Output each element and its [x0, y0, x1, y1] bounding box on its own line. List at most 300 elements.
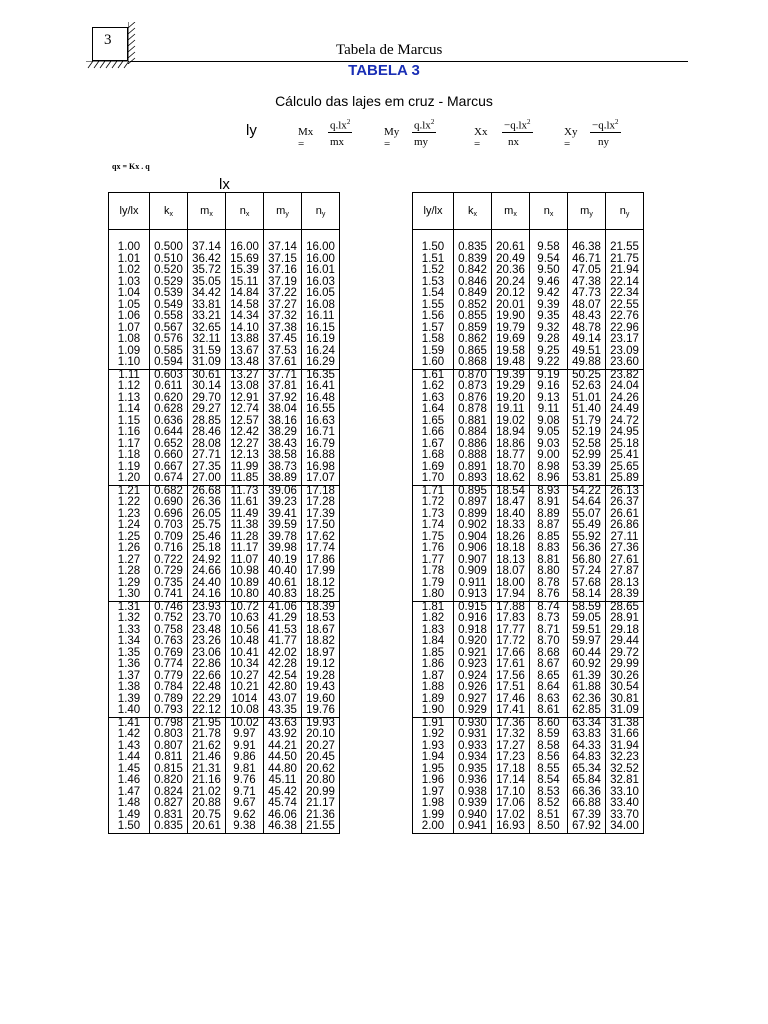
table-cell: 24.72: [606, 416, 644, 428]
table-cell: 66.36: [568, 787, 606, 799]
table-cell: 0.815: [150, 764, 188, 776]
table-cell: 16.00: [226, 230, 264, 254]
table-cell: 62.36: [568, 694, 606, 706]
table-row: [109, 439, 340, 451]
table-cell: 49.14: [568, 334, 606, 346]
table-cell: 17.07: [302, 473, 340, 485]
table-cell: 30.14: [188, 381, 226, 393]
table-cell: 17.18: [302, 485, 340, 497]
column-header-label: k: [164, 205, 170, 217]
table-cell: 17.23: [492, 752, 530, 764]
table-cell: 17.27: [492, 741, 530, 753]
table-cell: 26.13: [606, 485, 644, 497]
table-cell: 16.00: [302, 230, 340, 254]
table-cell: 64.83: [568, 752, 606, 764]
table-cell: 42.80: [264, 682, 302, 694]
table-row: [413, 416, 644, 428]
table-cell: 25.46: [188, 532, 226, 544]
table-cell: 0.878: [454, 404, 492, 416]
table-row: [413, 311, 644, 323]
table-row: [413, 821, 644, 833]
table-cell: 1.56: [413, 311, 454, 323]
table-cell: 1.63: [413, 393, 454, 405]
table-cell: 37.27: [264, 300, 302, 312]
table-cell: 9.11: [530, 404, 568, 416]
table-cell: 20.36: [492, 265, 530, 277]
table-row: [413, 404, 644, 416]
table-cell: 9.91: [226, 741, 264, 753]
table-cell: 0.907: [454, 555, 492, 567]
table-cell: 13.67: [226, 346, 264, 358]
table-cell: 21.78: [188, 729, 226, 741]
table-cell: 0.935: [454, 764, 492, 776]
table-cell: 46.38: [264, 821, 302, 833]
column-header-label: m: [276, 205, 286, 217]
table-cell: 57.68: [568, 578, 606, 590]
column-header-subscript: x: [549, 211, 554, 218]
table-cell: 18.40: [492, 509, 530, 521]
table-cell: 1.90: [413, 705, 454, 717]
table-row: [109, 357, 340, 369]
formula-my-denominator: my: [414, 136, 429, 148]
table-cell: 11.73: [226, 485, 264, 497]
table-row: [413, 578, 644, 590]
table-cell: 16.93: [492, 821, 530, 833]
table-cell: 0.924: [454, 671, 492, 683]
table-cell: 1.83: [413, 625, 454, 637]
table-cell: 15.69: [226, 254, 264, 266]
column-header: [302, 193, 340, 230]
table-cell: 52.99: [568, 450, 606, 462]
table-cell: 8.54: [530, 775, 568, 787]
table-cell: 1.77: [413, 555, 454, 567]
table-cell: 12.91: [226, 393, 264, 405]
table-cell: 24.92: [188, 555, 226, 567]
table-cell: 28.91: [606, 613, 644, 625]
table-cell: 18.07: [492, 566, 530, 578]
table-cell: 13.48: [226, 357, 264, 369]
table-cell: 1.69: [413, 462, 454, 474]
table-cell: 1.98: [413, 798, 454, 810]
table-cell: 8.78: [530, 578, 568, 590]
table-row: [413, 671, 644, 683]
table-row: [109, 311, 340, 323]
table-cell: 40.83: [264, 589, 302, 601]
table-cell: 26.36: [188, 497, 226, 509]
table-cell: 0.827: [150, 798, 188, 810]
table-row: [109, 254, 340, 266]
table-cell: 1.44: [109, 752, 150, 764]
column-header: [226, 193, 264, 230]
table-cell: 48.78: [568, 323, 606, 335]
table-row: [109, 427, 340, 439]
table-row: [109, 648, 340, 660]
table-cell: 38.89: [264, 473, 302, 485]
table-cell: 0.798: [150, 717, 188, 729]
table-cell: 27.87: [606, 566, 644, 578]
table-cell: 1.00: [109, 230, 150, 254]
table-cell: 16.63: [302, 416, 340, 428]
table-cell: 23.60: [606, 357, 644, 369]
table-cell: 11.61: [226, 497, 264, 509]
table-cell: 0.558: [150, 311, 188, 323]
table-cell: 16.15: [302, 323, 340, 335]
table-cell: 0.926: [454, 682, 492, 694]
table-cell: 9.50: [530, 265, 568, 277]
table-cell: 1.79: [413, 578, 454, 590]
table-row: [109, 741, 340, 753]
table-cell: 8.61: [530, 705, 568, 717]
table-cell: 16.08: [302, 300, 340, 312]
table-cell: 11.17: [226, 543, 264, 555]
table-cell: 0.835: [150, 821, 188, 833]
table-cell: 0.784: [150, 682, 188, 694]
table-cell: 1.75: [413, 532, 454, 544]
table-row: [109, 752, 340, 764]
table-cell: 1.30: [109, 589, 150, 601]
table-cell: 1.88: [413, 682, 454, 694]
table-cell: 22.66: [188, 671, 226, 683]
table-cell: 43.07: [264, 694, 302, 706]
table-cell: 1.14: [109, 404, 150, 416]
table-row: [109, 729, 340, 741]
table-cell: 41.53: [264, 625, 302, 637]
formula-xx-lhs: Xx =: [474, 126, 488, 150]
column-header-label: m: [504, 205, 514, 217]
table-cell: 1.73: [413, 509, 454, 521]
table-row: [413, 764, 644, 776]
table-cell: 27.35: [188, 462, 226, 474]
table-row: [109, 462, 340, 474]
table-cell: 47.73: [568, 288, 606, 300]
table-cell: 19.69: [492, 334, 530, 346]
table-cell: 1.55: [413, 300, 454, 312]
table-cell: 15.11: [226, 277, 264, 289]
table-cell: 0.918: [454, 625, 492, 637]
table-row: [109, 717, 340, 729]
table-cell: 0.520: [150, 265, 188, 277]
table-cell: 10.02: [226, 717, 264, 729]
table-cell: 12.13: [226, 450, 264, 462]
table-row: [109, 775, 340, 787]
table-cell: 17.46: [492, 694, 530, 706]
table-cell: 0.940: [454, 810, 492, 822]
table-cell: 20.12: [492, 288, 530, 300]
table-cell: 17.66: [492, 648, 530, 660]
table-cell: 60.92: [568, 659, 606, 671]
table-cell: 1.13: [109, 393, 150, 405]
table-cell: 1.50: [413, 230, 454, 254]
table-cell: 0.831: [150, 810, 188, 822]
table-cell: 20.27: [302, 741, 340, 753]
table-cell: 18.97: [302, 648, 340, 660]
table-cell: 8.98: [530, 462, 568, 474]
formula-my-lhs: My =: [384, 126, 400, 150]
table-cell: 9.46: [530, 277, 568, 289]
table-cell: 57.24: [568, 566, 606, 578]
column-header-subscript: x: [209, 211, 213, 218]
table-row: [413, 532, 644, 544]
table-cell: 11.38: [226, 520, 264, 532]
table-cell: 0.933: [454, 741, 492, 753]
table-cell: 29.27: [188, 404, 226, 416]
table-cell: 52.19: [568, 427, 606, 439]
table-cell: 8.67: [530, 659, 568, 671]
table-row: [109, 798, 340, 810]
table-cell: 37.71: [264, 369, 302, 381]
table-cell: 1.07: [109, 323, 150, 335]
table-cell: 1.76: [413, 543, 454, 555]
table-row: [413, 636, 644, 648]
table-row: [109, 578, 340, 590]
table-cell: 8.81: [530, 555, 568, 567]
table-cell: 1.47: [109, 787, 150, 799]
table-row: [413, 810, 644, 822]
table-cell: 65.34: [568, 764, 606, 776]
table-cell: 0.803: [150, 729, 188, 741]
table-cell: 22.76: [606, 311, 644, 323]
table-cell: 18.53: [302, 613, 340, 625]
table-cell: 9.08: [530, 416, 568, 428]
table-cell: 10.98: [226, 566, 264, 578]
table-cell: 32.65: [188, 323, 226, 335]
column-header-subscript: x: [513, 211, 517, 218]
table-cell: 18.67: [302, 625, 340, 637]
table-row: [413, 798, 644, 810]
table-cell: 38.73: [264, 462, 302, 474]
table-cell: 0.741: [150, 589, 188, 601]
table-cell: 16.79: [302, 439, 340, 451]
table-cell: 16.98: [302, 462, 340, 474]
header-title: Tabela de Marcus: [336, 42, 443, 58]
table-cell: 37.45: [264, 334, 302, 346]
table-cell: 28.39: [606, 589, 644, 601]
table-cell: 29.99: [606, 659, 644, 671]
table-cell: 21.46: [188, 752, 226, 764]
table-body-left: [109, 230, 340, 834]
table-cell: 45.42: [264, 787, 302, 799]
table-row: [109, 334, 340, 346]
table-cell: 19.43: [302, 682, 340, 694]
table-cell: 37.22: [264, 288, 302, 300]
column-header-label: n: [239, 205, 246, 217]
table-cell: 0.529: [150, 277, 188, 289]
table-cell: 22.12: [188, 705, 226, 717]
table-cell: 0.884: [454, 427, 492, 439]
table-cell: 18.13: [492, 555, 530, 567]
table-cell: 0.716: [150, 543, 188, 555]
table-cell: 21.95: [188, 717, 226, 729]
table-cell: 19.28: [302, 671, 340, 683]
table-cell: 24.04: [606, 381, 644, 393]
column-header-subscript: y: [321, 211, 326, 218]
table-cell: 0.763: [150, 636, 188, 648]
table-row: [413, 566, 644, 578]
formula-xy-denominator: ny: [598, 136, 609, 148]
table-cell: 18.39: [302, 601, 340, 613]
table-cell: 16.19: [302, 334, 340, 346]
table-cell: 37.81: [264, 381, 302, 393]
table-cell: 0.842: [454, 265, 492, 277]
table-cell: 8.85: [530, 532, 568, 544]
table-cell: 0.667: [150, 462, 188, 474]
table-cell: 54.64: [568, 497, 606, 509]
table-row: [413, 555, 644, 567]
table-cell: 40.40: [264, 566, 302, 578]
table-cell: 46.71: [568, 254, 606, 266]
table-row: [413, 613, 644, 625]
column-header: [454, 193, 492, 230]
table-cell: 0.931: [454, 729, 492, 741]
table-cell: 8.70: [530, 636, 568, 648]
table-cell: 1.31: [109, 601, 150, 613]
table-cell: 18.12: [302, 578, 340, 590]
table-cell: 22.55: [606, 300, 644, 312]
table-cell: 0.881: [454, 416, 492, 428]
table-row: [109, 393, 340, 405]
table-cell: 33.81: [188, 300, 226, 312]
table-cell: 41.77: [264, 636, 302, 648]
table-cell: 32.52: [606, 764, 644, 776]
column-header-subscript: x: [169, 211, 173, 218]
table-cell: 37.38: [264, 323, 302, 335]
table-cell: 65.84: [568, 775, 606, 787]
table-cell: 1.01: [109, 254, 150, 266]
table-cell: 17.06: [492, 798, 530, 810]
table-cell: 14.58: [226, 300, 264, 312]
table-cell: 48.07: [568, 300, 606, 312]
table-row: [109, 300, 340, 312]
table-cell: 10.63: [226, 613, 264, 625]
table-row: [109, 810, 340, 822]
table-cell: 8.59: [530, 729, 568, 741]
column-header: [150, 193, 188, 230]
table-cell: 33.70: [606, 810, 644, 822]
table-cell: 0.859: [454, 323, 492, 335]
table-row: [413, 473, 644, 485]
table-cell: 62.85: [568, 705, 606, 717]
table-cell: 9.67: [226, 798, 264, 810]
table-row: [109, 613, 340, 625]
table-row: [109, 404, 340, 416]
table-cell: 9.38: [226, 821, 264, 833]
formula-xx-numerator: −q.lx: [504, 119, 528, 132]
table-cell: 0.927: [454, 694, 492, 706]
table-cell: 1.03: [109, 277, 150, 289]
table-cell: 1.48: [109, 798, 150, 810]
table-cell: 21.31: [188, 764, 226, 776]
column-header-label: ly/lx: [423, 205, 443, 217]
formula-mx-numerator: q.lx: [330, 119, 347, 132]
table-row: [413, 601, 644, 613]
table-cell: 1.19: [109, 462, 150, 474]
table-cell: 10.21: [226, 682, 264, 694]
table-cell: 17.99: [302, 566, 340, 578]
table-cell: 37.15: [264, 254, 302, 266]
table-cell: 0.722: [150, 555, 188, 567]
table-cell: 1.12: [109, 381, 150, 393]
table-cell: 20.61: [188, 821, 226, 833]
table-cell: 8.74: [530, 601, 568, 613]
table-cell: 63.83: [568, 729, 606, 741]
table-title: TABELA 3: [348, 62, 420, 79]
table-cell: 8.71: [530, 625, 568, 637]
table-cell: 0.758: [150, 625, 188, 637]
table-row: [413, 346, 644, 358]
table-cell: 60.44: [568, 648, 606, 660]
column-header: [492, 193, 530, 230]
formula-mx-denominator: mx: [330, 136, 345, 148]
table-cell: 9.16: [530, 381, 568, 393]
table-cell: 9.00: [530, 450, 568, 462]
table-row: [109, 520, 340, 532]
table-cell: 1.06: [109, 311, 150, 323]
table-cell: 17.86: [302, 555, 340, 567]
table-row: [109, 589, 340, 601]
table-row: [413, 682, 644, 694]
table-row: [109, 509, 340, 521]
table-cell: 21.02: [188, 787, 226, 799]
table-cell: 27.00: [188, 473, 226, 485]
table-row: [109, 473, 340, 485]
table-cell: 1.08: [109, 334, 150, 346]
table-header-right: [413, 193, 644, 230]
formula-xy-numerator: −q.lx: [592, 119, 616, 132]
table-cell: 1014: [226, 694, 264, 706]
table-cell: 0.895: [454, 485, 492, 497]
table-cell: 19.90: [492, 311, 530, 323]
table-cell: 24.49: [606, 404, 644, 416]
table-row: [109, 705, 340, 717]
table-cell: 1.33: [109, 625, 150, 637]
table-cell: 31.66: [606, 729, 644, 741]
table-cell: 9.62: [226, 810, 264, 822]
table-cell: 17.83: [492, 613, 530, 625]
table-cell: 0.936: [454, 775, 492, 787]
table-cell: 0.906: [454, 543, 492, 555]
table-row: [109, 288, 340, 300]
table-row: [413, 497, 644, 509]
table-cell: 55.92: [568, 532, 606, 544]
table-cell: 9.42: [530, 288, 568, 300]
table-cell: 0.594: [150, 357, 188, 369]
table-cell: 10.48: [226, 636, 264, 648]
table-cell: 19.11: [492, 404, 530, 416]
table-cell: 14.84: [226, 288, 264, 300]
table-cell: 0.904: [454, 532, 492, 544]
table-cell: 1.78: [413, 566, 454, 578]
table-cell: 23.06: [188, 648, 226, 660]
table-cell: 0.628: [150, 404, 188, 416]
table-cell: 18.86: [492, 439, 530, 451]
table-cell: 20.80: [302, 775, 340, 787]
table-cell: 59.05: [568, 613, 606, 625]
table-cell: 37.53: [264, 346, 302, 358]
table-cell: 14.34: [226, 311, 264, 323]
table-cell: 18.94: [492, 427, 530, 439]
table-cell: 9.76: [226, 775, 264, 787]
column-header-label: m: [580, 205, 590, 217]
table-cell: 26.86: [606, 520, 644, 532]
table-cell: 10.34: [226, 659, 264, 671]
table-cell: 25.89: [606, 473, 644, 485]
table-cell: 0.703: [150, 520, 188, 532]
table-row: [109, 277, 340, 289]
table-cell: 29.44: [606, 636, 644, 648]
table-cell: 27.36: [606, 543, 644, 555]
table-cell: 17.51: [492, 682, 530, 694]
table-cell: 34.42: [188, 288, 226, 300]
